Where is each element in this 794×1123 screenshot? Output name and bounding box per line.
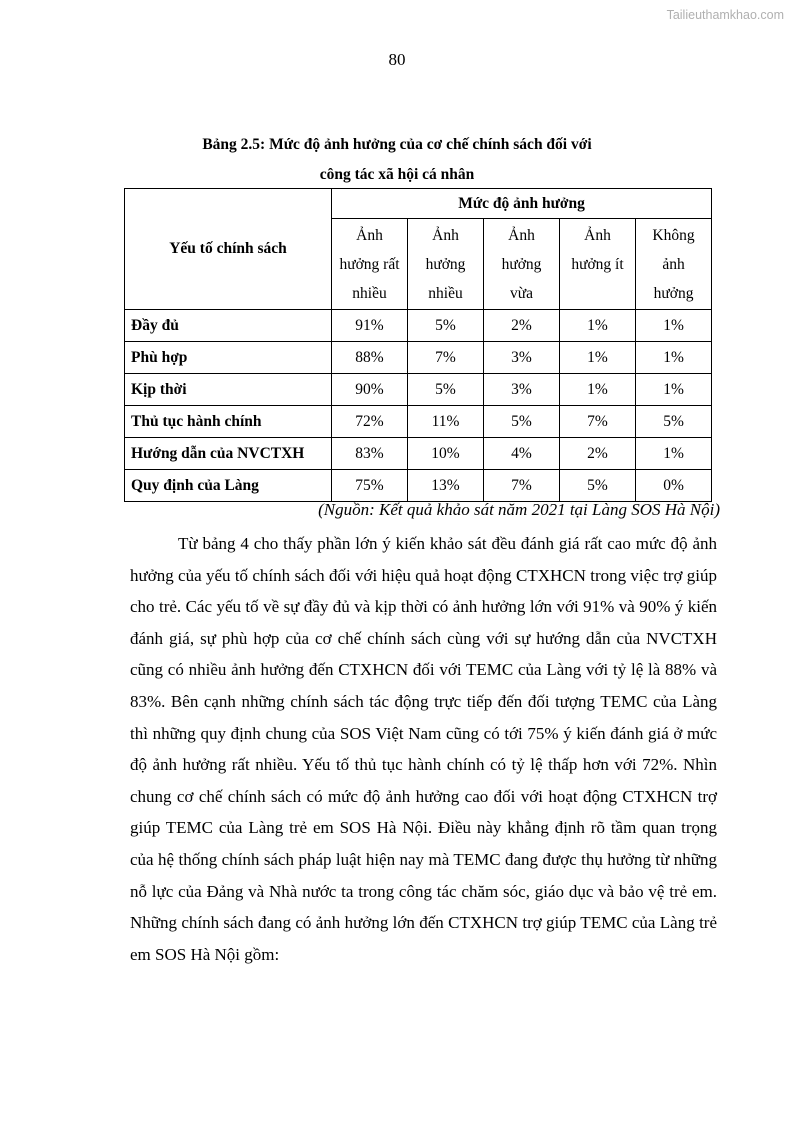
value-cell: 91% (332, 310, 408, 342)
header-line: hưởng (501, 256, 542, 273)
value-cell: 72% (332, 406, 408, 438)
header-line: Ảnh (432, 227, 459, 244)
table-row (125, 310, 712, 342)
value-cell: 5% (408, 310, 484, 342)
value-cell: 7% (560, 406, 636, 438)
value-cell: 5% (636, 406, 712, 438)
value-cell: 5% (560, 470, 636, 502)
header-line: Ảnh (356, 227, 383, 244)
value-cell: 1% (636, 438, 712, 470)
value-cell: 83% (332, 438, 408, 470)
watermark: Tailieuthamkhao.com (666, 8, 784, 22)
value-cell: 11% (408, 406, 484, 438)
header-line: Ảnh (584, 227, 611, 244)
value-cell: 0% (636, 470, 712, 502)
factor-cell: Phù hợp (125, 342, 332, 374)
influence-level-header (408, 219, 484, 310)
header-line: hưởng rất (339, 256, 400, 273)
value-cell: 10% (408, 438, 484, 470)
influence-group-header: Mức độ ảnh hưởng (332, 189, 712, 219)
value-cell: 13% (408, 470, 484, 502)
value-cell: 2% (560, 438, 636, 470)
page-number: 80 (388, 50, 406, 69)
value-cell: 1% (560, 374, 636, 406)
value-cell: 1% (560, 310, 636, 342)
influence-level-header (484, 219, 560, 310)
factor-header: Yếu tố chính sách (125, 189, 332, 310)
factor-cell: Thủ tục hành chính (125, 406, 332, 438)
factor-cell: Quy định của Làng (125, 470, 332, 502)
value-cell: 88% (332, 342, 408, 374)
value-cell: 3% (484, 342, 560, 374)
value-cell: 5% (408, 374, 484, 406)
header-line: hưởng ít (571, 256, 624, 273)
table-row (125, 470, 712, 502)
value-cell: 7% (408, 342, 484, 374)
table-row (125, 438, 712, 470)
factor-cell: Kịp thời (125, 374, 332, 406)
table-caption (0, 130, 794, 190)
factor-cell: Đầy đủ (125, 310, 332, 342)
header-line: ảnh (662, 256, 685, 273)
caption-line-2: công tác xã hội cá nhân (319, 166, 475, 183)
header-line: vừa (509, 285, 534, 302)
value-cell: 90% (332, 374, 408, 406)
header-line: hưởng (425, 256, 466, 273)
header-line: Không (652, 227, 695, 244)
value-cell: 1% (636, 374, 712, 406)
header-line: nhiều (352, 285, 387, 302)
factor-cell: Hướng dẫn của NVCTXH (125, 438, 332, 470)
value-cell: 1% (636, 342, 712, 374)
caption-line-1 (0, 130, 794, 160)
source-note: (Nguồn: Kết quả khảo sát năm 2021 tại Làng SOS Hà Nội) (318, 500, 720, 519)
value-cell: 2% (484, 310, 560, 342)
influence-level-header (332, 219, 408, 310)
policy-influence-table (124, 188, 712, 502)
header-line: nhiều (428, 285, 463, 302)
value-cell: 1% (560, 342, 636, 374)
influence-level-header (636, 219, 712, 310)
caption-label: Bảng 2.5: (202, 136, 266, 153)
value-cell: 7% (484, 470, 560, 502)
value-cell: 3% (484, 374, 560, 406)
value-cell: 1% (636, 310, 712, 342)
table-row (125, 374, 712, 406)
caption-title: Mức độ ảnh hưởng của cơ chế chính sách đối với (265, 136, 592, 153)
body-paragraph: Từ bảng 4 cho thấy phần lớn ý kiến khảo sát đều đánh giá rất cao mức độ ảnh hưởng của yếu tố chính sách đối với hiệu quả hoạt động CTXHCN trong việc trợ giúp cho trẻ. Các yếu tố về sự đầy đủ và kịp thời có ảnh hưởng lớn với 91% và 90% ý kiến đánh giá, sự phù hợp của cơ chế chính sách cùng với sự hướng dẫn của NVCTXH cũng có nhiều ảnh hưởng đến CTXHCN đối với TEMC của Làng với tỷ lệ là 88% và 83%. Bên cạnh những chính sách tác động trực tiếp đến đối tượng TEMC của Làng thì những quy định chung của SOS Việt Nam cũng có tới 75% ý kiến đánh giá ở mức độ ảnh hưởng rất nhiều. Yếu tố thủ tục hành chính có tỷ lệ thấp hơn với 72%. Nhìn chung cơ chế chính sách có mức độ ảnh hưởng cao đối với hoạt động CTXHCN trợ giúp TEMC của Làng trẻ em SOS Hà Nội. Điều này khẳng định rõ tầm quan trọng của hệ thống chính sách pháp luật hiện nay mà TEMC đang được thụ hưởng từ những nỗ lực của Đảng và Nhà nước ta trong công tác chăm sóc, giáo dục và bảo vệ trẻ em. Những chính sách đang có ảnh hưởng lớn đến CTXHCN trợ giúp TEMC của Làng trẻ em SOS Hà Nội gồm: (130, 534, 717, 964)
table-row (125, 406, 712, 438)
header-line: Ảnh (508, 227, 535, 244)
value-cell: 75% (332, 470, 408, 502)
influence-level-header (560, 219, 636, 310)
header-line: hưởng (653, 285, 694, 302)
value-cell: 4% (484, 438, 560, 470)
table-row (125, 342, 712, 374)
value-cell: 5% (484, 406, 560, 438)
